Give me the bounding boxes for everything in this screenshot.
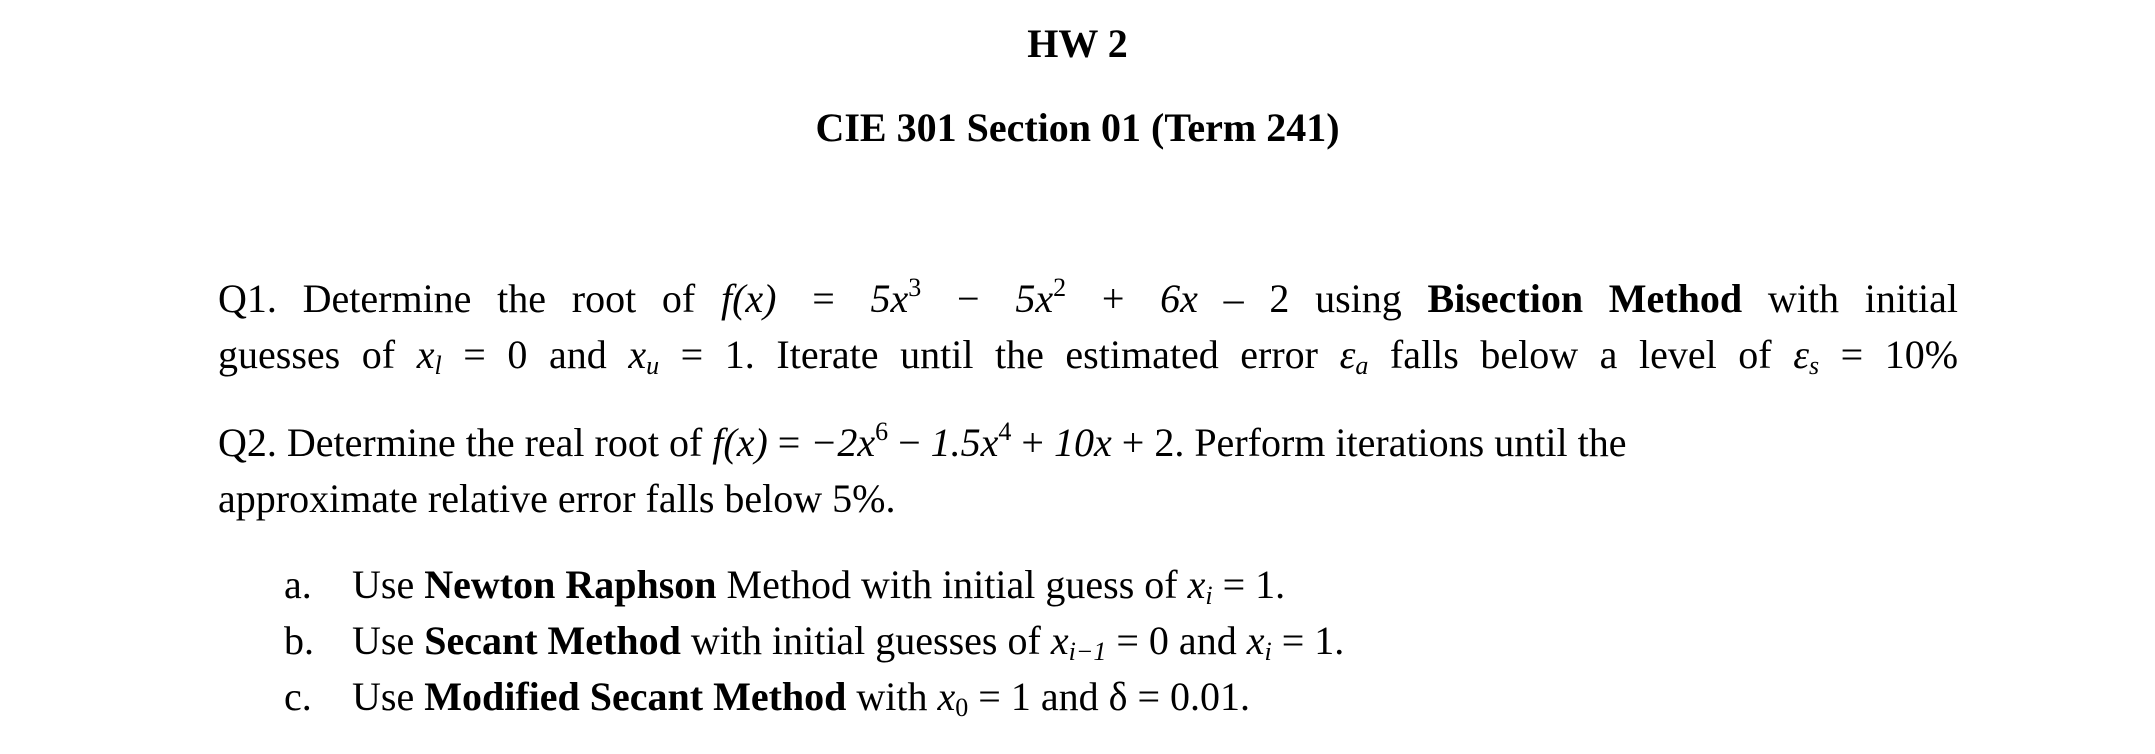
question-1-line-1 [218,271,1958,327]
q2-perform: Perform iterations until the [1194,420,1627,465]
q1-xu-val: = 1. [680,332,755,377]
q2-label: Q2. [218,420,277,465]
list-item [284,557,1344,613]
q2-term2: 1.5x [930,420,999,465]
q1-xu-sub: u [646,351,660,380]
item-var: x [937,674,956,719]
item-var-sub: 0 [955,693,969,722]
item-var: x [1050,618,1069,663]
q1-es-val: = 10% [1840,332,1959,377]
item-marker: a. [284,562,312,607]
q1-iterate: Iterate until the estimated error [776,332,1318,377]
question-1-line-2 [218,327,1958,383]
q1-method: Bisection Method [1427,276,1743,321]
item-val: = 0 and [1116,618,1237,663]
list-item [284,613,1344,669]
document-subtitle: CIE 301 Section 01 (Term 241) [815,105,1340,150]
q1-using: using [1315,276,1402,321]
q1-ea: ε [1339,332,1356,377]
q1-and: and [548,332,607,377]
item-method: Modified Secant Method [424,674,847,719]
item-marker: c. [284,674,312,719]
item-var-2-sub: i [1264,637,1272,666]
item-var: x [1187,562,1206,607]
q1-es: ε [1793,332,1809,377]
item-use: Use [352,562,415,607]
question-2-line-1 [218,415,1958,471]
question-2 [218,415,1958,527]
q1-xu: x [628,332,647,377]
item-text: with initial guesses of [690,618,1041,663]
q1-xl-sub: l [434,351,442,380]
q1-term1: 5x [870,276,909,321]
q2-term3: 10x [1053,420,1112,465]
item-var-sub: i−1 [1068,637,1107,666]
q1-xl-val: = 0 [463,332,528,377]
q1-fx: f(x) [720,276,777,321]
q2-term4: 2. [1154,420,1185,465]
item-val-2: = 1. [1281,618,1345,663]
item-use: Use [352,674,415,719]
list-item [284,669,1344,725]
item-method: Newton Raphson [424,562,717,607]
q1-eq: = [812,276,835,321]
q2-term1: −2x [810,420,876,465]
q1-term4: 2 [1269,276,1290,321]
q1-with-initial: with initial [1767,276,1959,321]
q1-minus2: – [1223,276,1244,321]
q1-term3: 6x [1160,276,1198,321]
item-var-2: x [1246,618,1265,663]
q1-text: Determine the root of [302,276,721,321]
q1-exp1: 3 [908,273,922,302]
q2-exp1: 6 [875,417,889,446]
q2-text: Determine the real root of [286,420,703,465]
q1-es-sub: s [1808,351,1820,380]
q2-fx: f(x) [712,420,768,465]
q1-falls: falls below a level of [1389,332,1772,377]
q2-minus: − [898,420,921,465]
q1-exp2: 2 [1053,273,1067,302]
q2-plus2: + [1121,420,1145,465]
item-var-sub: i [1205,581,1213,610]
q1-label: Q1. [218,276,277,321]
q2-exp2: 4 [998,417,1012,446]
item-val: = 1. [1222,562,1286,607]
item-use: Use [352,618,415,663]
question-2-subitems [284,557,1344,725]
q1-minus1: − [957,276,980,321]
q1-plus: + [1101,276,1125,321]
q1-guesses-of: guesses of [218,332,396,377]
item-marker: b. [284,618,314,663]
q1-ea-sub: a [1355,351,1369,380]
question-2-line-2: approximate relative error falls below 5%. [218,476,896,521]
document-title: HW 2 [1027,21,1128,66]
q1-xl: x [416,332,435,377]
item-val: = 1 and δ = 0.01. [978,674,1251,719]
item-text: Method with initial guess of [726,562,1178,607]
item-text: with [856,674,928,719]
q2-plus1: + [1021,420,1044,465]
q2-eq: = [777,420,801,465]
item-method: Secant Method [424,618,681,663]
question-1 [218,271,1958,383]
q1-term2: 5x [1015,276,1054,321]
